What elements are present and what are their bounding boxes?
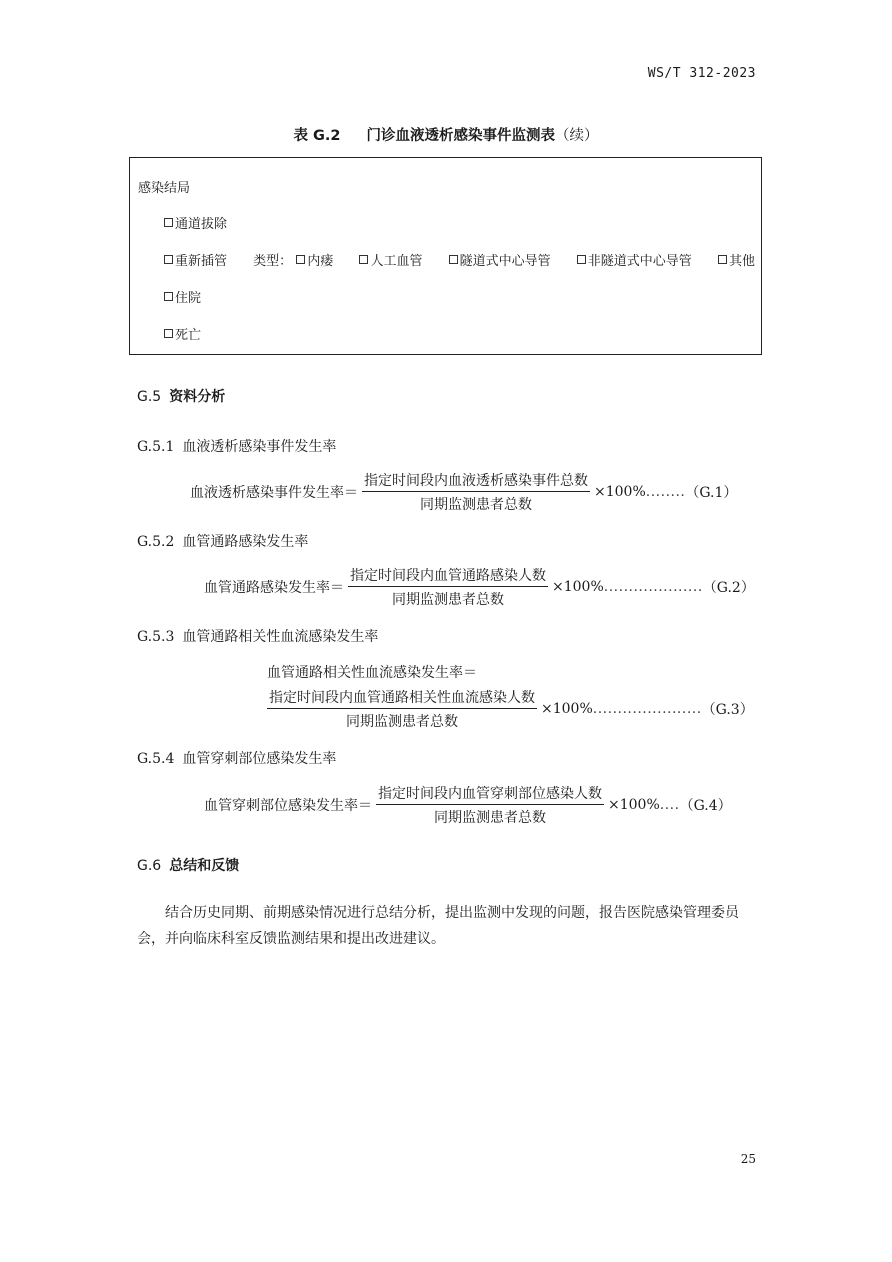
type-label: 类型： [253,254,293,269]
checkbox-icon [164,292,173,301]
subsection-g51-heading: G.5.1 血液透析感染事件发生率 [137,439,337,455]
option-graft: 人工血管 [359,254,422,269]
subsection-g53-heading: G.5.3 血管通路相关性血流感染发生率 [137,629,379,645]
formula-g1 [190,470,737,514]
section-g6-heading: G.6 总结和反馈 [137,858,240,874]
formula-g2 [204,565,755,609]
g6-body-paragraph: 结合历史同期、前期感染情况进行总结分析，提出监测中发现的问题，报告医院感染管理委员会，并向临床科室反馈监测结果和提出改进建议。 [137,905,739,947]
formula-g3 [263,687,754,731]
checkbox-icon [359,255,368,264]
checkbox-icon [296,255,305,264]
equation-number: （G.1） [685,485,738,501]
equation-number: （G.3） [701,702,754,718]
table-title [0,124,892,145]
denominator: 同期监测患者总数 [392,592,504,608]
leader-dots: ...................... [592,701,702,717]
outcome-label: 感染结局 [138,181,191,196]
leader-dots: ........ [645,484,686,500]
denominator: 同期监测患者总数 [346,714,458,730]
numerator: 指定时间段内血管通路相关性血流感染人数 [267,687,537,709]
equation-number: （G.4） [679,798,732,814]
option-reintubation: 重新插管 [164,254,227,269]
option-other: 其他 [718,254,755,269]
option-death: 死亡 [164,324,201,343]
leader-dots: .................... [603,579,703,595]
table-title-text: 门诊血液透析感染事件监测表 [366,128,556,144]
infection-outcome-table [129,157,762,355]
option-nontunneled-catheter: 非隧道式中心导管 [577,254,692,269]
denominator: 同期监测患者总数 [434,810,546,826]
checkbox-icon [164,329,173,338]
formula-g4 [204,783,732,827]
option-hospitalized: 住院 [164,287,201,306]
checkbox-icon [164,218,173,227]
subsection-g54-heading: G.5.4 血管穿刺部位感染发生率 [137,751,337,767]
subsection-g52-heading: G.5.2 血管通路感染发生率 [137,534,309,550]
checkbox-icon [449,255,458,264]
table-number: 表 G.2 [293,128,341,144]
leader-dots: .... [659,797,680,813]
equation-number: （G.2） [702,580,755,596]
multiplier: ×100% [608,797,660,813]
numerator: 指定时间段内血管通路感染人数 [348,565,548,587]
fraction [348,565,548,609]
reintubation-row [164,250,755,269]
page-number: 25 [740,1152,756,1166]
option-tunneled-catheter: 隧道式中心导管 [449,254,551,269]
multiplier: ×100% [594,484,646,500]
checkbox-icon [718,255,727,264]
formula-lhs: 血管穿刺部位感染发生率＝ [204,798,372,814]
checkbox-icon [577,255,586,264]
multiplier: ×100% [552,579,604,595]
numerator: 指定时间段内血液透析感染事件总数 [362,470,590,492]
denominator: 同期监测患者总数 [420,497,532,513]
standard-number: WS/T 312-2023 [647,66,756,81]
option-fistula: 内瘘 [296,254,333,269]
checkbox-icon [164,255,173,264]
table-continued-label: （续） [555,128,599,144]
fraction [267,687,537,731]
fraction [362,470,590,514]
formula-lhs: 血管通路感染发生率＝ [204,580,344,596]
formula-lhs: 血液透析感染事件发生率＝ [190,485,358,501]
option-channel-removal: 通道拔除 [164,213,227,232]
numerator: 指定时间段内血管穿刺部位感染人数 [376,783,604,805]
section-g5-heading: G.5 资料分析 [137,389,226,405]
fraction [376,783,604,827]
multiplier: ×100% [541,701,593,717]
formula-g3-lhs: 血管通路相关性血流感染发生率＝ [267,665,477,681]
